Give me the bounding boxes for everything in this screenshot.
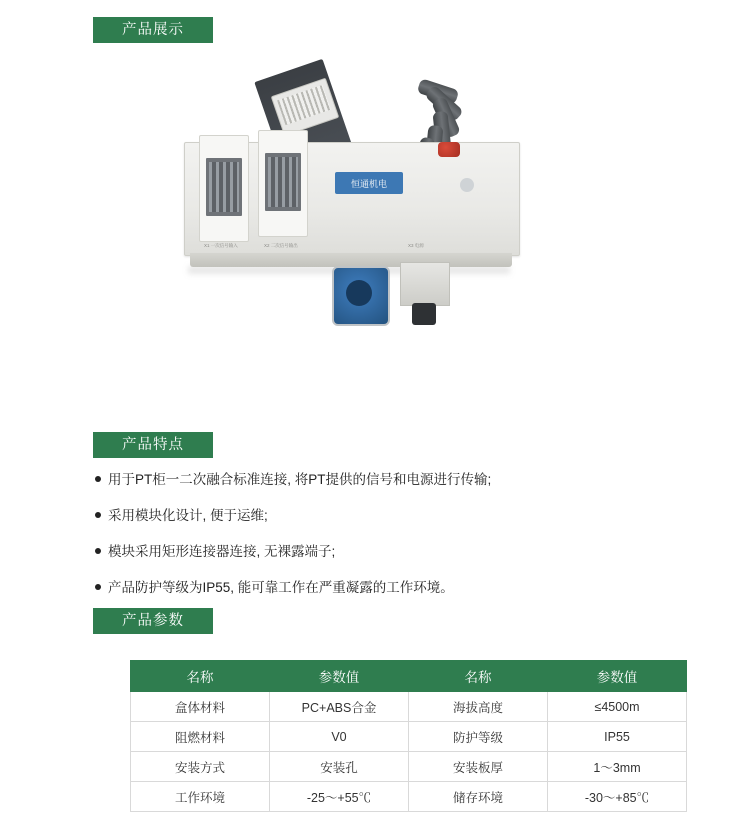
cable-gland-box bbox=[400, 262, 450, 306]
table-cell: -30～+85℃ bbox=[548, 782, 687, 812]
connector-module-b bbox=[258, 130, 308, 237]
feature-item bbox=[95, 542, 675, 562]
brand-logo-text: 恒通机电 bbox=[350, 179, 387, 189]
feature-text: 用于PT柜一二次融合标准连接, 将PT提供的信号和电源进行传输; bbox=[108, 472, 492, 487]
feature-text: 采用模块化设计, 便于运维; bbox=[108, 508, 268, 523]
table-cell: 1～3mm bbox=[548, 752, 687, 782]
table-cell: 阻燃材料 bbox=[131, 722, 270, 752]
table-cell: 防护等级 bbox=[409, 722, 548, 752]
table-cell: 储存环境 bbox=[409, 782, 548, 812]
feature-text: 产品防护等级为IP55, 能可靠工作在严重凝露的工作环境。 bbox=[108, 580, 454, 595]
connector-a-pin-grid bbox=[209, 162, 239, 212]
certification-emblem bbox=[460, 178, 474, 192]
table-header-cell: 名称 bbox=[409, 661, 548, 692]
product-photo bbox=[160, 80, 560, 370]
connector-b-contacts bbox=[265, 153, 301, 211]
table-cell: -25～+55℃ bbox=[270, 782, 409, 812]
table-cell: 安装孔 bbox=[270, 752, 409, 782]
connector-b-face-label: X2 二次信号输出 bbox=[264, 243, 298, 248]
table-cell: IP55 bbox=[548, 722, 687, 752]
feature-item bbox=[95, 506, 675, 526]
table-cell: PC+ABS合金 bbox=[270, 692, 409, 722]
cable-gland-neck bbox=[412, 303, 436, 325]
connector-a-face-label: X1 一次信号输入 bbox=[204, 243, 238, 248]
table-row bbox=[131, 722, 687, 752]
table-header-row bbox=[131, 661, 687, 692]
parameters-table bbox=[130, 660, 687, 812]
red-indicator-cap bbox=[438, 142, 460, 157]
feature-item bbox=[95, 578, 675, 598]
features-list bbox=[95, 470, 675, 614]
power-port-face-label: X3 电源 bbox=[408, 243, 424, 248]
section-header-params: 产品参数 bbox=[93, 608, 213, 634]
table-cell: V0 bbox=[270, 722, 409, 752]
bullet-icon bbox=[95, 476, 101, 482]
bullet-icon bbox=[95, 584, 101, 590]
table-cell: 安装板厚 bbox=[409, 752, 548, 782]
connector-b-pin-grid bbox=[268, 157, 298, 207]
table-header-cell: 参数值 bbox=[548, 661, 687, 692]
feature-item bbox=[95, 470, 675, 490]
table-cell: ≤4500m bbox=[548, 692, 687, 722]
table-cell: 海拔高度 bbox=[409, 692, 548, 722]
connector-a-contacts bbox=[206, 158, 242, 216]
feature-text: 模块采用矩形连接器连接, 无裸露端子; bbox=[108, 544, 336, 559]
table-header-cell: 参数值 bbox=[270, 661, 409, 692]
table-cell: 盒体材料 bbox=[131, 692, 270, 722]
bullet-icon bbox=[95, 512, 101, 518]
table-header-cell: 名称 bbox=[131, 661, 270, 692]
section-header-features: 产品特点 bbox=[93, 432, 213, 458]
enclosure-base-lip bbox=[190, 253, 512, 267]
blue-socket-aperture bbox=[346, 280, 372, 306]
section-header-showcase: 产品展示 bbox=[93, 17, 213, 43]
bullet-icon bbox=[95, 548, 101, 554]
brand-logo-badge bbox=[335, 172, 403, 194]
table-row bbox=[131, 782, 687, 812]
table-row bbox=[131, 692, 687, 722]
connector-module-a bbox=[199, 135, 249, 242]
table-row bbox=[131, 752, 687, 782]
table-cell: 工作环境 bbox=[131, 782, 270, 812]
table-cell: 安装方式 bbox=[131, 752, 270, 782]
